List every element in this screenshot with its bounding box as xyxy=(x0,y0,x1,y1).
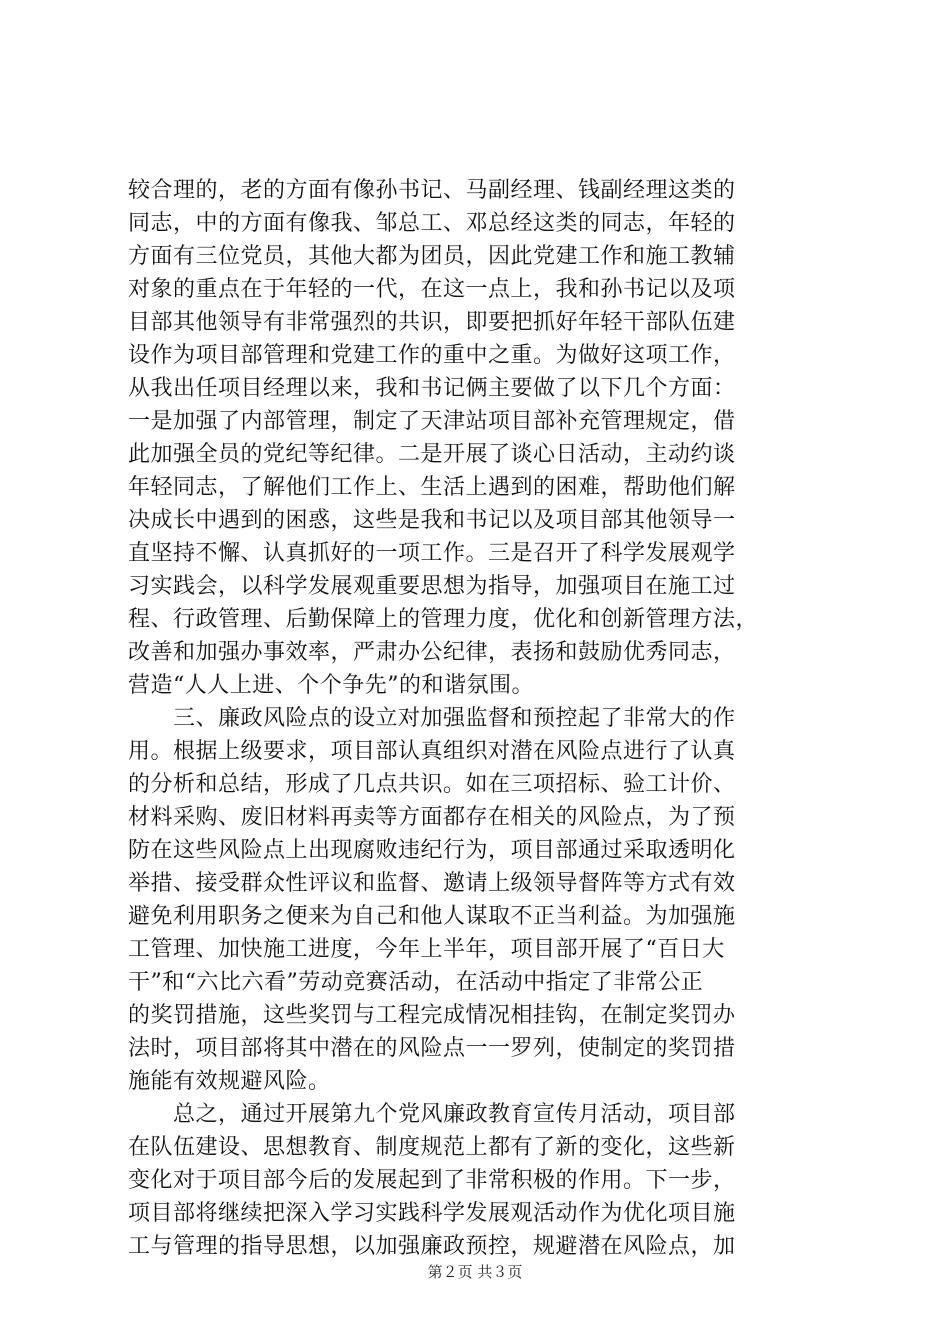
text-line: 程、行政管理、后勤保障上的管理力度，优化和创新管理方法， xyxy=(128,607,759,632)
text-line: 较合理的，老的方面有像孙书记、马副经理、钱副经理这类的 xyxy=(128,178,736,203)
text-line: 工与管理的指导思想，以加强廉政预控，规避潜在风险点，加 xyxy=(128,1234,736,1259)
text-line: 习实践会，以科学发展观重要思想为指导，加强项目在施工过 xyxy=(128,574,736,599)
text-line: 举措、接受群众性评议和监督、邀请上级领导督阵等方式有效 xyxy=(128,871,736,896)
text-line: 用。根据上级要求，项目部认真组织对潜在风险点进行了认真 xyxy=(128,739,736,764)
text-line: 防在这些风险点上出现腐败违纪行为，项目部通过采取透明化 xyxy=(128,838,736,863)
text-line: 设作为项目部管理和党建工作的重中之重。为做好这项工作， xyxy=(128,343,736,368)
page-footer: 第２页 共３页 xyxy=(427,1263,523,1281)
text-line: 施能有效规避风险。 xyxy=(128,1069,331,1094)
text-line: 变化对于项目部今后的发展起到了非常积极的作用。下一步， xyxy=(128,1168,736,1193)
text-line: 直坚持不懈、认真抓好的一项工作。三是召开了科学发展观学 xyxy=(128,541,736,566)
text-line: 一是加强了内部管理，制定了天津站项目部补充管理规定，借 xyxy=(128,409,736,434)
text-line: 同志，中的方面有像我、邹总工、邓总经这类的同志，年轻的 xyxy=(128,211,736,236)
document-body xyxy=(128,174,838,1263)
text-line: 材料采购、废旧材料再卖等方面都存在相关的风险点，为了预 xyxy=(128,805,736,830)
text-line: 工管理、加快施工进度，今年上半年，项目部开展了“百日大 xyxy=(128,937,725,962)
text-line: 避免利用职务之便来为自己和他人谋取不正当利益。为加强施 xyxy=(128,904,736,929)
text-line: 决成长中遇到的困惑，这些是我和书记以及项目部其他领导一 xyxy=(128,508,736,533)
text-line: 干”和“六比六看”劳动竞赛活动，在活动中指定了非常公正 xyxy=(128,970,704,995)
text-line: 在队伍建设、思想教育、制度规范上都有了新的变化，这些新 xyxy=(128,1135,736,1160)
text-line: 方面有三位党员，其他大都为团员，因此党建工作和施工教辅 xyxy=(128,244,736,269)
text-line: 此加强全员的党纪等纪律。二是开展了谈心日活动，主动约谈 xyxy=(128,442,736,467)
text-line: 三、廉政风险点的设立对加强监督和预控起了非常大的作 xyxy=(128,706,736,731)
text-line: 法时，项目部将其中潜在的风险点一一罗列，使制定的奖罚措 xyxy=(128,1036,736,1061)
text-line: 年轻同志，了解他们工作上、生活上遇到的困难，帮助他们解 xyxy=(128,475,736,500)
text-line: 营造“人人上进、个个争先”的和谐氛围。 xyxy=(128,673,534,698)
text-line: 项目部将继续把深入学习实践科学发展观活动作为优化项目施 xyxy=(128,1201,736,1226)
text-line: 目部其他领导有非常强烈的共识，即要把抓好年轻干部队伍建 xyxy=(128,310,736,335)
text-line: 改善和加强办事效率，严肃办公纪律，表扬和鼓励优秀同志， xyxy=(128,640,736,665)
text-line: 总之，通过开展第九个党风廉政教育宣传月活动，项目部 xyxy=(128,1102,736,1127)
text-line: 的分析和总结，形成了几点共识。如在三项招标、验工计价、 xyxy=(128,772,736,797)
text-line: 从我出任项目经理以来，我和书记俩主要做了以下几个方面： xyxy=(128,376,736,401)
text-line: 对象的重点在于年轻的一代，在这一点上，我和孙书记以及项 xyxy=(128,277,736,302)
text-line: 的奖罚措施，这些奖罚与工程完成情况相挂钩，在制定奖罚办 xyxy=(128,1003,736,1028)
